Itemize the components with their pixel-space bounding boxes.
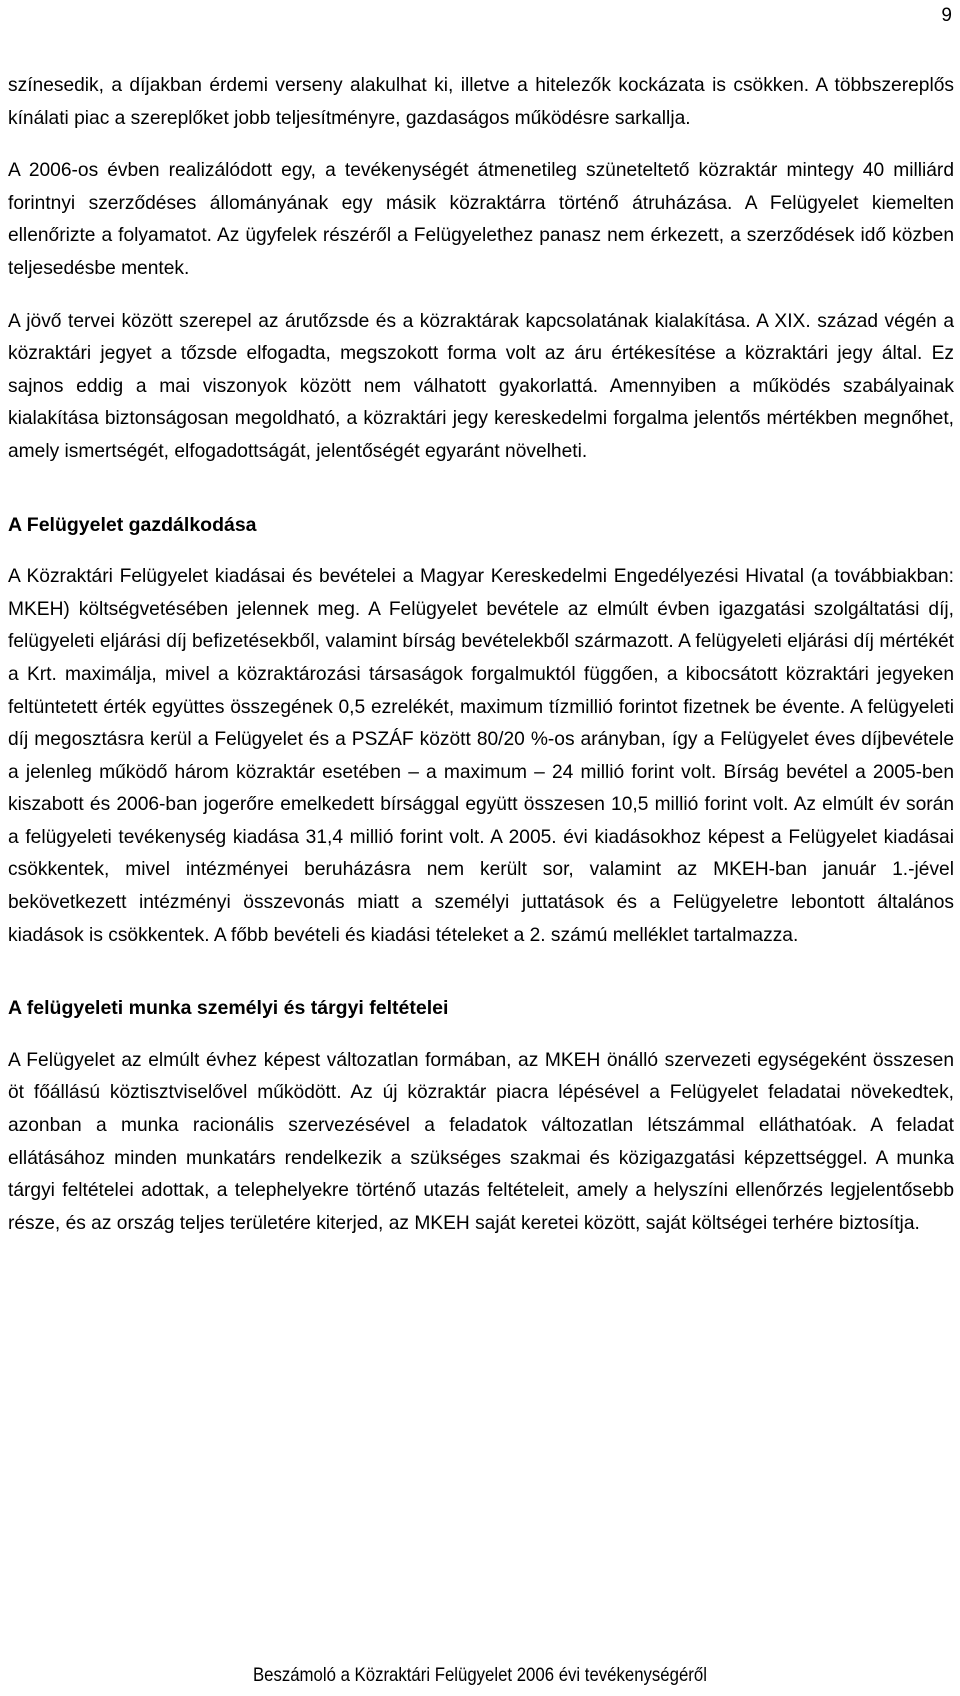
paragraph-feltetelek: A Felügyelet az elmúlt évhez képest változatlan formában, az MKEH önálló szervezeti egységeként összesen öt főállású köztisztviselővel működött. Az új közraktár piacra lépésével a Felügyelet feladatai növekedtek, azonban a munka racionális szervezésével a feladatok változatlan létszámmal elláthatóak. A feladat ellátásához minden munkatárs rendelkezik a szükséges szakmai és közigazgatási képzettséggel. A munka tárgyi feltételei adottak, a telephelyekre történő utazás feltételeit, amely a helyszíni ellenőrzés legjelentősebb része, és az ország teljes területére kiterjed, az MKEH saját keretei között, saját költségei terhére biztosítja.	[8, 1049, 954, 1234]
page-footer	[0, 1662, 960, 1688]
paragraph-gazdalkodas: A Közraktári Felügyelet kiadásai és bevételei a Magyar Kereskedelmi Engedélyezési Hivatal (a továbbiakban: MKEH) költségvetésében jelennek meg. A Felügyelet bevétele az elmúlt évben igazgatási szolgáltatási díj, felügyeleti eljárási díj befizetésekből, valamint bírság bevételekből származott. A felügyeleti eljárási díj mértékét a Krt. maximálja, mivel a közraktározási társaságok forgalmuktól függően, a kibocsátott közraktári jegyeken feltüntetett érték együttes összegének 0,5 ezrelékét, maximum tízmillió forintot fizetnek be évente. A felügyeleti díj megosztásra kerül a Felügyelet és a PSZÁF között 80/20 %-os arányban, így a Felügyelet éves díjbevétele a jelenleg működő három közraktár esetében – a maximum – 24 millió forint volt. Bírság bevétel a 2005-ben kiszabott és 2006-ban jogerőre emelkedett bírsággal együtt összesen 10,5 millió forint volt. Az elmúlt év során a felügyeleti tevékenység kiadása 31,4 millió forint volt. A 2005. évi kiadásokhoz képest a Felügyelet kiadásai csökkentek, mivel intézményei beruházásra nem került sor, valamint az MKEH-ban január 1.-jével bekövetkezett intézményi összevonás miatt a személyi juttatások és a Felügyeletre lebontott általános kiadások is csökkentek. A főbb bevételi és kiadási tételeket a 2. számú melléklet tartalmazza.	[8, 566, 954, 946]
section-heading-feltetelek: A felügyeleti munka személyi és tárgyi feltételei	[8, 997, 449, 1020]
footer-text: Beszámoló a Közraktári Felügyelet 2006 évi tevékenységéről	[253, 1664, 707, 1686]
paragraph-intro-1: színesedik, a díjakban érdemi verseny alakulhat ki, illetve a hitelezők kockázata is csökken. A többszereplős kínálati piac a szereplőket jobb teljesítményre, gazdaságos működésre sarkallja.	[8, 75, 954, 129]
section-heading-gazdalkodas: A Felügyelet gazdálkodása	[8, 513, 257, 536]
page-number: 9	[941, 5, 952, 26]
document-body	[8, 70, 954, 1240]
paragraph-intro-3: A jövő tervei között szerepel az árutőzsde és a közraktárak kapcsolatának kialakítása. A XIX. század végén a közraktári jegyet a tőzsde elfogadta, megszokott forma volt az áru értékesítése a közraktári jegy által. Ez sajnos eddig a mai viszonyok között nem válhatott gyakorlattá. Amennyiben a működés szabályainak kialakítása biztonságosan megoldható, a közraktári jegy kereskedelmi forgalma jelentős mértékben megnőhet, amely ismertségét, elfogadottságát, jelentőségét egyaránt növelheti.	[8, 310, 954, 462]
paragraph-intro-2: A 2006-os évben realizálódott egy, a tevékenységét átmenetileg szüneteltető közraktár mintegy 40 milliárd forintnyi szerződéses állományának egy másik közraktárra történő átruházása. A Felügyelet kiemelten ellenőrizte a folyamatot. Az ügyfelek részéről a Felügyelethez panasz nem érkezett, a szerződések idő közben teljesedésbe mentek.	[8, 160, 954, 279]
